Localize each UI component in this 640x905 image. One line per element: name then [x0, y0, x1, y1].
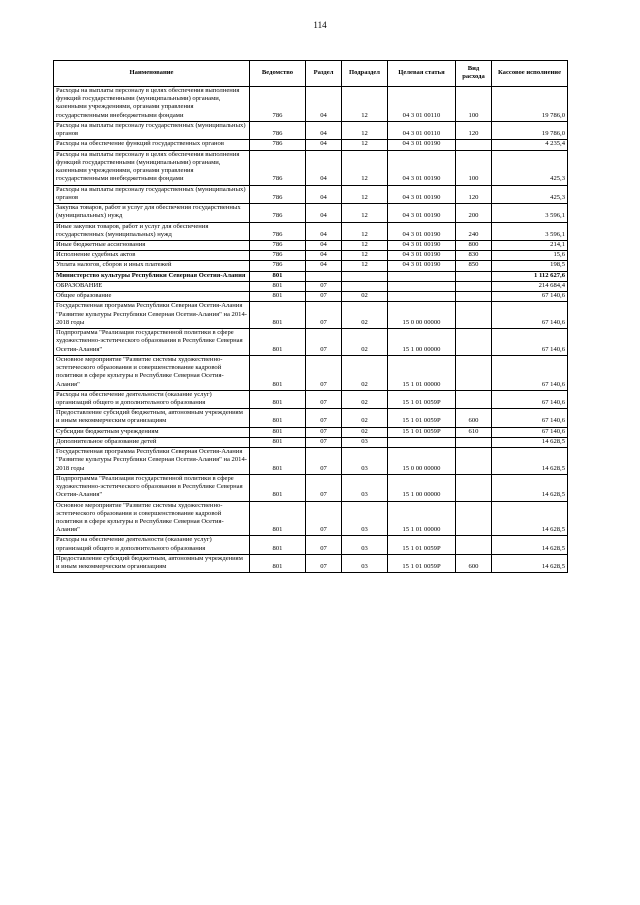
row-expense-type-cell	[456, 355, 492, 390]
row-subsection-cell: 02	[342, 302, 388, 329]
row-expense-type-cell	[456, 536, 492, 554]
header-section: Раздел	[306, 61, 342, 87]
table-row	[54, 427, 568, 437]
row-section-cell: 04	[306, 140, 342, 150]
row-target-article-cell: 15 1 00 00000	[388, 474, 456, 501]
row-target-article-cell: 15 1 01 0059Р	[388, 554, 456, 572]
row-expense-type-cell	[456, 292, 492, 302]
row-name-cell: Государственная программа Республики Северная Осетия-Алания "Развитие культуры Республики Северная Осетия-Алания" на 2014-2018 годы	[54, 448, 250, 475]
row-dept-cell: 786	[250, 222, 306, 240]
row-expense-type-cell: 120	[456, 121, 492, 139]
table-header-row	[54, 61, 568, 87]
row-name-cell: Предоставление субсидий бюджетным, автономным учреждениям и иным некоммерческим организациям	[54, 554, 250, 572]
row-name-cell: Предоставление субсидий бюджетным, автономным учреждениям и иным некоммерческим организациям	[54, 409, 250, 427]
row-name-cell: Расходы на обеспечение деятельности (оказание услуг) организаций общего и дополнительного образования	[54, 536, 250, 554]
row-amount-cell: 67 140,6	[492, 409, 568, 427]
row-amount-cell: 67 140,6	[492, 292, 568, 302]
row-dept-cell: 786	[250, 240, 306, 250]
row-section-cell: 04	[306, 222, 342, 240]
row-expense-type-cell: 600	[456, 554, 492, 572]
row-section-cell: 04	[306, 87, 342, 122]
row-dept-cell: 786	[250, 251, 306, 261]
row-subsection-cell: 12	[342, 140, 388, 150]
row-subsection-cell: 12	[342, 204, 388, 222]
row-name-cell: Расходы на выплаты персоналу в целях обеспечения выполнения функций государственными (муниципальными) органами, казенными учреждениями, органами управления государственными внебюджетными фондами	[54, 87, 250, 122]
row-amount-cell: 14 628,5	[492, 501, 568, 536]
table-row	[54, 150, 568, 185]
table-row	[54, 251, 568, 261]
row-section-cell: 04	[306, 185, 342, 203]
row-subsection-cell: 02	[342, 329, 388, 356]
row-expense-type-cell: 240	[456, 222, 492, 240]
row-target-article-cell: 15 1 01 0059Р	[388, 390, 456, 408]
row-expense-type-cell: 600	[456, 409, 492, 427]
budget-execution-table	[53, 60, 568, 573]
table-row	[54, 240, 568, 250]
table-row	[54, 204, 568, 222]
table-row	[54, 302, 568, 329]
row-section-cell: 07	[306, 474, 342, 501]
row-expense-type-cell	[456, 302, 492, 329]
row-target-article-cell	[388, 281, 456, 291]
row-section-cell	[306, 271, 342, 281]
row-amount-cell: 198,5	[492, 261, 568, 271]
row-expense-type-cell: 830	[456, 251, 492, 261]
row-target-article-cell: 15 1 00 00000	[388, 329, 456, 356]
row-amount-cell: 67 140,6	[492, 390, 568, 408]
row-dept-cell: 786	[250, 150, 306, 185]
row-target-article-cell: 04 3 01 00190	[388, 185, 456, 203]
table-row	[54, 185, 568, 203]
row-name-cell: Министерство культуры Республики Северная Осетия-Алания	[54, 271, 250, 281]
row-amount-cell: 3 596,1	[492, 222, 568, 240]
row-dept-cell: 801	[250, 390, 306, 408]
row-target-article-cell: 04 3 01 00190	[388, 204, 456, 222]
row-dept-cell: 801	[250, 448, 306, 475]
row-dept-cell: 801	[250, 292, 306, 302]
row-subsection-cell: 02	[342, 427, 388, 437]
row-dept-cell: 801	[250, 329, 306, 356]
row-subsection-cell: 12	[342, 150, 388, 185]
row-dept-cell: 786	[250, 140, 306, 150]
row-amount-cell: 67 140,6	[492, 302, 568, 329]
row-amount-cell: 14 628,5	[492, 536, 568, 554]
row-target-article-cell	[388, 292, 456, 302]
row-dept-cell: 786	[250, 204, 306, 222]
row-target-article-cell: 15 1 01 0059Р	[388, 536, 456, 554]
row-section-cell: 04	[306, 121, 342, 139]
row-target-article-cell: 15 1 01 00000	[388, 355, 456, 390]
row-name-cell: Субсидии бюджетным учреждениям	[54, 427, 250, 437]
row-section-cell: 07	[306, 554, 342, 572]
row-dept-cell: 801	[250, 501, 306, 536]
row-subsection-cell: 02	[342, 355, 388, 390]
row-name-cell: Расходы на обеспечение функций государственных органов	[54, 140, 250, 150]
row-dept-cell: 786	[250, 261, 306, 271]
row-dept-cell: 801	[250, 355, 306, 390]
table-row	[54, 87, 568, 122]
row-dept-cell: 801	[250, 437, 306, 447]
page-number: 114	[313, 20, 327, 30]
row-subsection-cell: 12	[342, 222, 388, 240]
row-amount-cell: 425,3	[492, 150, 568, 185]
row-target-article-cell: 04 3 01 00190	[388, 150, 456, 185]
row-amount-cell: 67 140,6	[492, 329, 568, 356]
row-expense-type-cell: 850	[456, 261, 492, 271]
table-row	[54, 536, 568, 554]
row-subsection-cell: 03	[342, 536, 388, 554]
table-row	[54, 292, 568, 302]
row-subsection-cell: 12	[342, 185, 388, 203]
row-amount-cell: 14 628,5	[492, 448, 568, 475]
row-target-article-cell: 04 3 01 00190	[388, 240, 456, 250]
row-section-cell: 07	[306, 390, 342, 408]
row-expense-type-cell	[456, 329, 492, 356]
row-target-article-cell: 15 1 01 00000	[388, 501, 456, 536]
row-amount-cell: 14 628,5	[492, 437, 568, 447]
row-name-cell: Расходы на выплаты персоналу государственных (муниципальных) органов	[54, 121, 250, 139]
row-section-cell: 07	[306, 302, 342, 329]
row-amount-cell: 15,6	[492, 251, 568, 261]
row-target-article-cell: 04 3 01 00110	[388, 121, 456, 139]
header-name: Наименование	[54, 61, 250, 87]
table-row	[54, 437, 568, 447]
row-section-cell: 07	[306, 501, 342, 536]
table-row	[54, 140, 568, 150]
row-name-cell: Основное мероприятие "Развитие системы художественно-эстетического образования и совершенствование кадровой политики в сфере культуры в Республике Северная Осетия-Алания"	[54, 355, 250, 390]
row-target-article-cell: 15 0 00 00000	[388, 302, 456, 329]
row-expense-type-cell	[456, 140, 492, 150]
row-name-cell: Государственная программа Республики Северная Осетия-Алания "Развитие культуры Республики Северная Осетия-Алания" на 2014-2018 годы	[54, 302, 250, 329]
row-dept-cell: 801	[250, 271, 306, 281]
row-section-cell: 07	[306, 536, 342, 554]
row-expense-type-cell: 200	[456, 204, 492, 222]
table-row	[54, 448, 568, 475]
row-expense-type-cell	[456, 271, 492, 281]
header-cash-execution: Кассовое исполнение	[492, 61, 568, 87]
row-dept-cell: 801	[250, 536, 306, 554]
row-target-article-cell: 04 3 01 00190	[388, 261, 456, 271]
row-subsection-cell: 12	[342, 251, 388, 261]
row-section-cell: 07	[306, 355, 342, 390]
row-expense-type-cell: 100	[456, 150, 492, 185]
row-expense-type-cell	[456, 437, 492, 447]
row-section-cell: 07	[306, 448, 342, 475]
row-expense-type-cell: 610	[456, 427, 492, 437]
table-row	[54, 329, 568, 356]
row-expense-type-cell	[456, 501, 492, 536]
row-amount-cell: 14 628,5	[492, 474, 568, 501]
row-dept-cell: 786	[250, 87, 306, 122]
row-name-cell: Основное мероприятие "Развитие системы художественно-эстетического образования и совершенствование кадровой политики в сфере культуры в Республике Северная Осетия-Алания"	[54, 501, 250, 536]
row-expense-type-cell	[456, 281, 492, 291]
row-subsection-cell: 02	[342, 292, 388, 302]
row-expense-type-cell: 100	[456, 87, 492, 122]
row-section-cell: 07	[306, 292, 342, 302]
row-name-cell: Дополнительное образование детей	[54, 437, 250, 447]
row-name-cell: Уплата налогов, сборов и иных платежей	[54, 261, 250, 271]
header-dept: Ведомство	[250, 61, 306, 87]
row-section-cell: 04	[306, 251, 342, 261]
row-expense-type-cell: 120	[456, 185, 492, 203]
row-dept-cell: 801	[250, 409, 306, 427]
row-target-article-cell: 04 3 01 00190	[388, 251, 456, 261]
row-subsection-cell: 03	[342, 501, 388, 536]
table-row	[54, 390, 568, 408]
row-subsection-cell: 03	[342, 448, 388, 475]
row-target-article-cell: 15 1 01 0059Р	[388, 427, 456, 437]
row-target-article-cell	[388, 437, 456, 447]
row-amount-cell: 214,1	[492, 240, 568, 250]
table-row	[54, 474, 568, 501]
row-subsection-cell: 12	[342, 121, 388, 139]
row-section-cell: 07	[306, 281, 342, 291]
row-amount-cell: 19 786,0	[492, 121, 568, 139]
row-amount-cell: 1 112 627,6	[492, 271, 568, 281]
row-section-cell: 04	[306, 240, 342, 250]
row-subsection-cell: 12	[342, 261, 388, 271]
row-name-cell: ОБРАЗОВАНИЕ	[54, 281, 250, 291]
table-row	[54, 355, 568, 390]
row-expense-type-cell	[456, 474, 492, 501]
header-expense-type: Вид расхода	[456, 61, 492, 87]
table-row	[54, 261, 568, 271]
row-expense-type-cell	[456, 448, 492, 475]
row-target-article-cell: 04 3 01 00190	[388, 140, 456, 150]
row-expense-type-cell	[456, 390, 492, 408]
row-dept-cell: 801	[250, 554, 306, 572]
row-amount-cell: 19 786,0	[492, 87, 568, 122]
table-row	[54, 409, 568, 427]
row-dept-cell: 801	[250, 427, 306, 437]
table-body	[54, 87, 568, 573]
row-expense-type-cell: 800	[456, 240, 492, 250]
table-row	[54, 281, 568, 291]
row-subsection-cell: 03	[342, 554, 388, 572]
row-amount-cell: 67 140,6	[492, 355, 568, 390]
row-name-cell: Закупка товаров, работ и услуг для обеспечения государственных (муниципальных) нужд	[54, 204, 250, 222]
row-name-cell: Подпрограмма "Реализация государственной политики в сфере художественно-эстетического образования в Республике Северная Осетия-Алания"	[54, 329, 250, 356]
row-section-cell: 07	[306, 329, 342, 356]
row-dept-cell: 801	[250, 474, 306, 501]
header-target-article: Целевая статья	[388, 61, 456, 87]
row-amount-cell: 14 628,5	[492, 554, 568, 572]
row-target-article-cell: 15 1 01 0059Р	[388, 409, 456, 427]
row-amount-cell: 67 140,6	[492, 427, 568, 437]
row-subsection-cell: 12	[342, 87, 388, 122]
row-section-cell: 04	[306, 261, 342, 271]
table-row	[54, 501, 568, 536]
row-section-cell: 04	[306, 150, 342, 185]
row-name-cell: Расходы на выплаты персоналу государственных (муниципальных) органов	[54, 185, 250, 203]
row-dept-cell: 801	[250, 302, 306, 329]
row-name-cell: Иные закупки товаров, работ и услуг для обеспечения государственных (муниципальных) нужд	[54, 222, 250, 240]
row-target-article-cell: 15 0 00 00000	[388, 448, 456, 475]
row-section-cell: 07	[306, 409, 342, 427]
row-name-cell: Общее образование	[54, 292, 250, 302]
row-section-cell: 07	[306, 427, 342, 437]
row-subsection-cell: 03	[342, 437, 388, 447]
row-name-cell: Исполнение судебных актов	[54, 251, 250, 261]
row-target-article-cell: 04 3 01 00190	[388, 222, 456, 240]
row-subsection-cell	[342, 271, 388, 281]
table-row	[54, 271, 568, 281]
row-dept-cell: 786	[250, 121, 306, 139]
row-target-article-cell: 04 3 01 00110	[388, 87, 456, 122]
row-amount-cell: 4 235,4	[492, 140, 568, 150]
header-subsection: Подраздел	[342, 61, 388, 87]
row-amount-cell: 3 596,1	[492, 204, 568, 222]
row-name-cell: Иные бюджетные ассигнования	[54, 240, 250, 250]
row-subsection-cell: 12	[342, 240, 388, 250]
row-subsection-cell: 02	[342, 390, 388, 408]
row-amount-cell: 214 684,4	[492, 281, 568, 291]
row-section-cell: 07	[306, 437, 342, 447]
table-row	[54, 554, 568, 572]
table-row	[54, 121, 568, 139]
table-row	[54, 222, 568, 240]
row-amount-cell: 425,3	[492, 185, 568, 203]
row-subsection-cell: 03	[342, 474, 388, 501]
row-subsection-cell: 02	[342, 409, 388, 427]
row-dept-cell: 786	[250, 185, 306, 203]
row-section-cell: 04	[306, 204, 342, 222]
row-name-cell: Расходы на выплаты персоналу в целях обеспечения выполнения функций государственными (муниципальными) органами, казенными учреждениями, органами управления государственными внебюджетными фондами	[54, 150, 250, 185]
row-target-article-cell	[388, 271, 456, 281]
row-name-cell: Подпрограмма "Реализация государственной политики в сфере художественно-эстетического образования в Республике Северная Осетия-Алания"	[54, 474, 250, 501]
row-name-cell: Расходы на обеспечение деятельности (оказание услуг) организаций общего и дополнительного образования	[54, 390, 250, 408]
row-dept-cell: 801	[250, 281, 306, 291]
row-subsection-cell	[342, 281, 388, 291]
